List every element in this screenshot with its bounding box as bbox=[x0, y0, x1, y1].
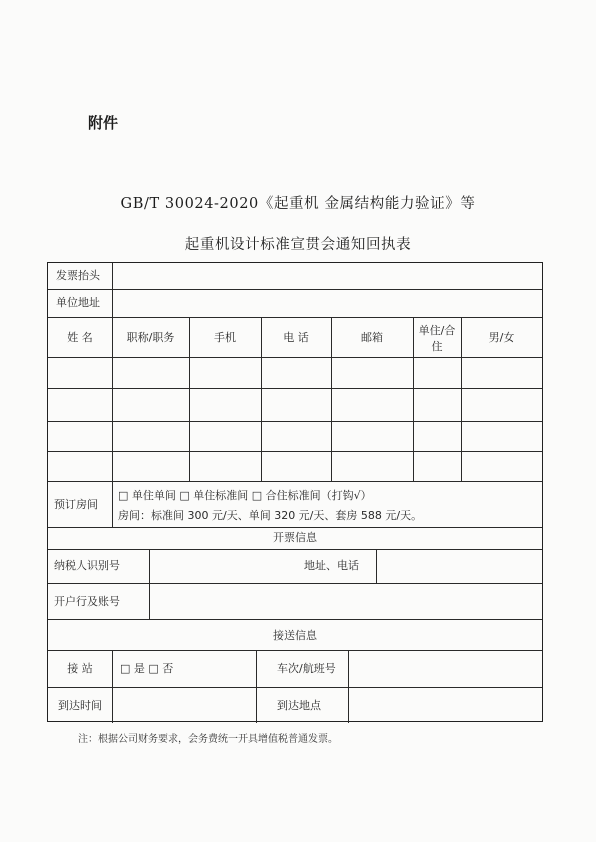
row-divider bbox=[48, 481, 542, 482]
arrival-time-label: 到达时间 bbox=[58, 699, 102, 712]
row-divider bbox=[48, 421, 542, 422]
pickup-info-header: 接送信息 bbox=[273, 629, 317, 642]
booking-prices: 房间：标准间 300 元/天、单间 320 元/天、套房 588 元/天。 bbox=[118, 509, 423, 522]
col-header-room-type: 单住/合住 bbox=[418, 324, 456, 353]
col-divider bbox=[376, 549, 377, 583]
pickup-label: 接 站 bbox=[67, 662, 93, 675]
row-divider bbox=[48, 549, 542, 550]
invoice-info-header: 开票信息 bbox=[273, 531, 317, 544]
pickup-options: □ 是 □ 否 bbox=[120, 662, 174, 675]
row-divider bbox=[48, 650, 542, 651]
row-divider bbox=[48, 687, 542, 688]
row-divider bbox=[48, 317, 542, 318]
row-divider bbox=[48, 289, 542, 290]
row-divider bbox=[48, 619, 542, 620]
footnote: 注：根据公司财务要求，会务费统一开具增值税普通发票。 bbox=[78, 734, 338, 745]
col-divider bbox=[112, 263, 113, 317]
registration-form-table bbox=[47, 262, 543, 722]
booking-options: □ 单住单间 □ 单住标准间 □ 合住标准间（打钩√） bbox=[118, 489, 372, 502]
attachment-label: 附件 bbox=[88, 114, 119, 132]
col-header-title: 职称/职务 bbox=[126, 331, 175, 344]
bank-account-label: 开户行及账号 bbox=[54, 595, 120, 608]
col-divider bbox=[112, 650, 113, 723]
unit-address-label: 单位地址 bbox=[56, 296, 100, 309]
col-header-phone: 电 话 bbox=[283, 331, 309, 344]
invoice-header-label: 发票抬头 bbox=[56, 269, 100, 282]
col-divider bbox=[348, 650, 349, 723]
booking-label: 预订房间 bbox=[54, 498, 98, 511]
document-title-line2: 起重机设计标准宣贯会通知回执表 bbox=[184, 237, 412, 253]
row-divider bbox=[48, 451, 542, 452]
train-flight-label: 车次/航班号 bbox=[277, 662, 336, 675]
row-divider bbox=[48, 583, 542, 584]
document-title-line1: GB/T 30024-2020《起重机 金属结构能力验证》等 bbox=[120, 196, 476, 212]
row-divider bbox=[48, 527, 542, 528]
col-header-name: 姓 名 bbox=[67, 331, 93, 344]
col-divider bbox=[413, 317, 414, 481]
col-divider bbox=[256, 650, 257, 723]
address-phone-label: 地址、电话 bbox=[304, 559, 359, 572]
col-header-gender: 男/女 bbox=[488, 331, 515, 344]
arrival-place-label: 到达地点 bbox=[277, 699, 321, 712]
col-header-email: 邮箱 bbox=[361, 331, 383, 344]
col-divider bbox=[149, 549, 150, 619]
row-divider bbox=[48, 357, 542, 358]
col-header-mobile: 手机 bbox=[214, 331, 236, 344]
taxpayer-id-label: 纳税人识别号 bbox=[54, 559, 120, 572]
col-divider bbox=[112, 481, 113, 527]
row-divider bbox=[48, 388, 542, 389]
